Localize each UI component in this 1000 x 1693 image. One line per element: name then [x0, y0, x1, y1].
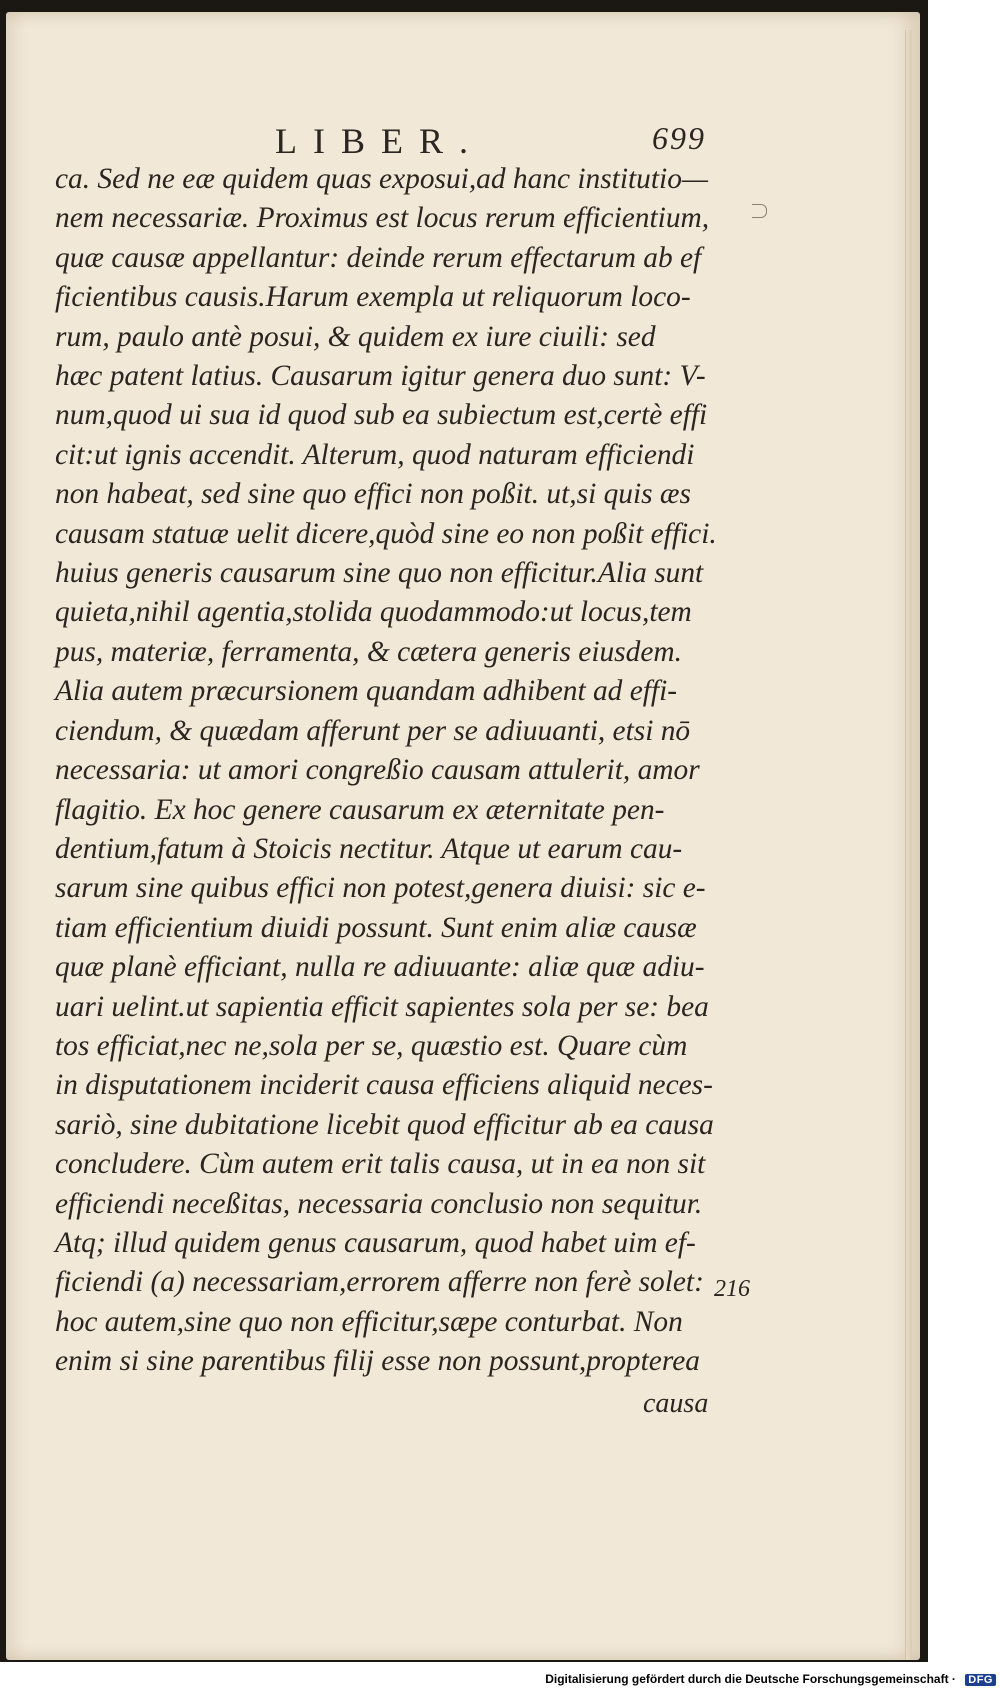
text-line: in disputationem inciderit causa efficiens aliquid neces- [55, 1069, 713, 1102]
text-line: huius generis causarum sine quo non efficitur.Alia sunt [55, 557, 704, 590]
text-line: quieta,nihil agentia,stolida quodammodo:ut locus,tem [55, 596, 692, 629]
text-line: causam statuæ uelit dicere,quòd sine eo non poßit effici. [55, 517, 717, 550]
running-head: LIBER. [275, 121, 484, 161]
text-line: sariò, sine dubitatione licebit quod efficitur ab ea causa [55, 1108, 714, 1141]
pencil-mark [752, 204, 767, 218]
text-line: quæ causæ appellantur: deinde rerum effectarum ab ef [55, 241, 702, 274]
dfg-logo: DFG [965, 1674, 996, 1686]
text-line: enim si sine parentibus filij esse non possunt,propterea [55, 1345, 700, 1378]
text-line: non habeat, sed sine quo effici non poßit. ut,si quis æs [55, 478, 691, 511]
digitization-credit [545, 1672, 996, 1686]
text-line: nem necessariæ. Proximus est locus rerum efficientium, [55, 202, 710, 235]
text-line: concludere. Cùm autem erit talis causa, ut in ea non sit [55, 1148, 706, 1181]
text-line: Atq; illud quidem genus causarum, quod habet uim ef- [55, 1226, 696, 1259]
catchword: causa [643, 1388, 709, 1419]
text-line: tos efficiat,nec ne,sola per se, quæstio est. Quare cùm [55, 1029, 688, 1062]
text-line: efficiendi neceßitas, necessaria conclusio non sequitur. [55, 1187, 703, 1220]
text-line: pus, materiæ, ferramenta, & cætera generis eiusdem. [55, 635, 682, 668]
credit-text: Digitalisierung gefördert durch die Deutsche Forschungsgemeinschaft · [545, 1672, 956, 1686]
text-line: rum, paulo antè posui, & quidem ex iure ciuili: sed [55, 320, 656, 353]
page-edge-shadow [905, 30, 912, 1660]
text-line: uari uelint.ut sapientia efficit sapientes sola per se: bea [55, 990, 709, 1023]
text-line: ficientibus causis.Harum exempla ut reliquorum loco- [55, 281, 691, 314]
body-text [55, 160, 735, 1382]
margin-note: 216 [714, 1276, 750, 1302]
text-line: quæ planè efficiant, nulla re adiuuante: aliæ quæ adiu- [55, 951, 705, 984]
text-line: ficiendi (a) necessariam,errorem afferre non ferè solet: [55, 1266, 704, 1299]
text-line: ca. Sed ne eæ quidem quas exposui,ad hanc institutio— [55, 163, 709, 195]
text-line: num,quod ui sua id quod sub ea subiectum est,certè effi [55, 399, 708, 432]
text-line: ciendum, & quædam afferunt per se adiuuanti, etsi nō [55, 714, 691, 747]
text-line: sarum sine quibus effici non potest,genera diuisi: sic e- [55, 872, 706, 905]
text-line: Alia autem præcursionem quandam adhibent ad effi- [55, 675, 678, 708]
text-line: dentium,fatum à Stoicis nectitur. Atque ut earum cau- [55, 832, 683, 865]
text-line: flagitio. Ex hoc genere causarum ex æternitate pen- [55, 793, 665, 826]
text-line: cit:ut ignis accendit. Alterum, quod naturam efficiendi [55, 438, 695, 471]
text-line: hoc autem,sine quo non efficitur,sæpe conturbat. Non [55, 1305, 683, 1338]
text-line: necessaria: ut amori congreßio causam attulerit, amor [55, 754, 700, 787]
text-line: hæc patent latius. Causarum igitur genera duo sunt: V- [55, 360, 706, 393]
page-number: 699 [652, 120, 706, 156]
text-line: tiam efficientium diuidi possunt. Sunt enim aliæ causæ [55, 911, 697, 944]
